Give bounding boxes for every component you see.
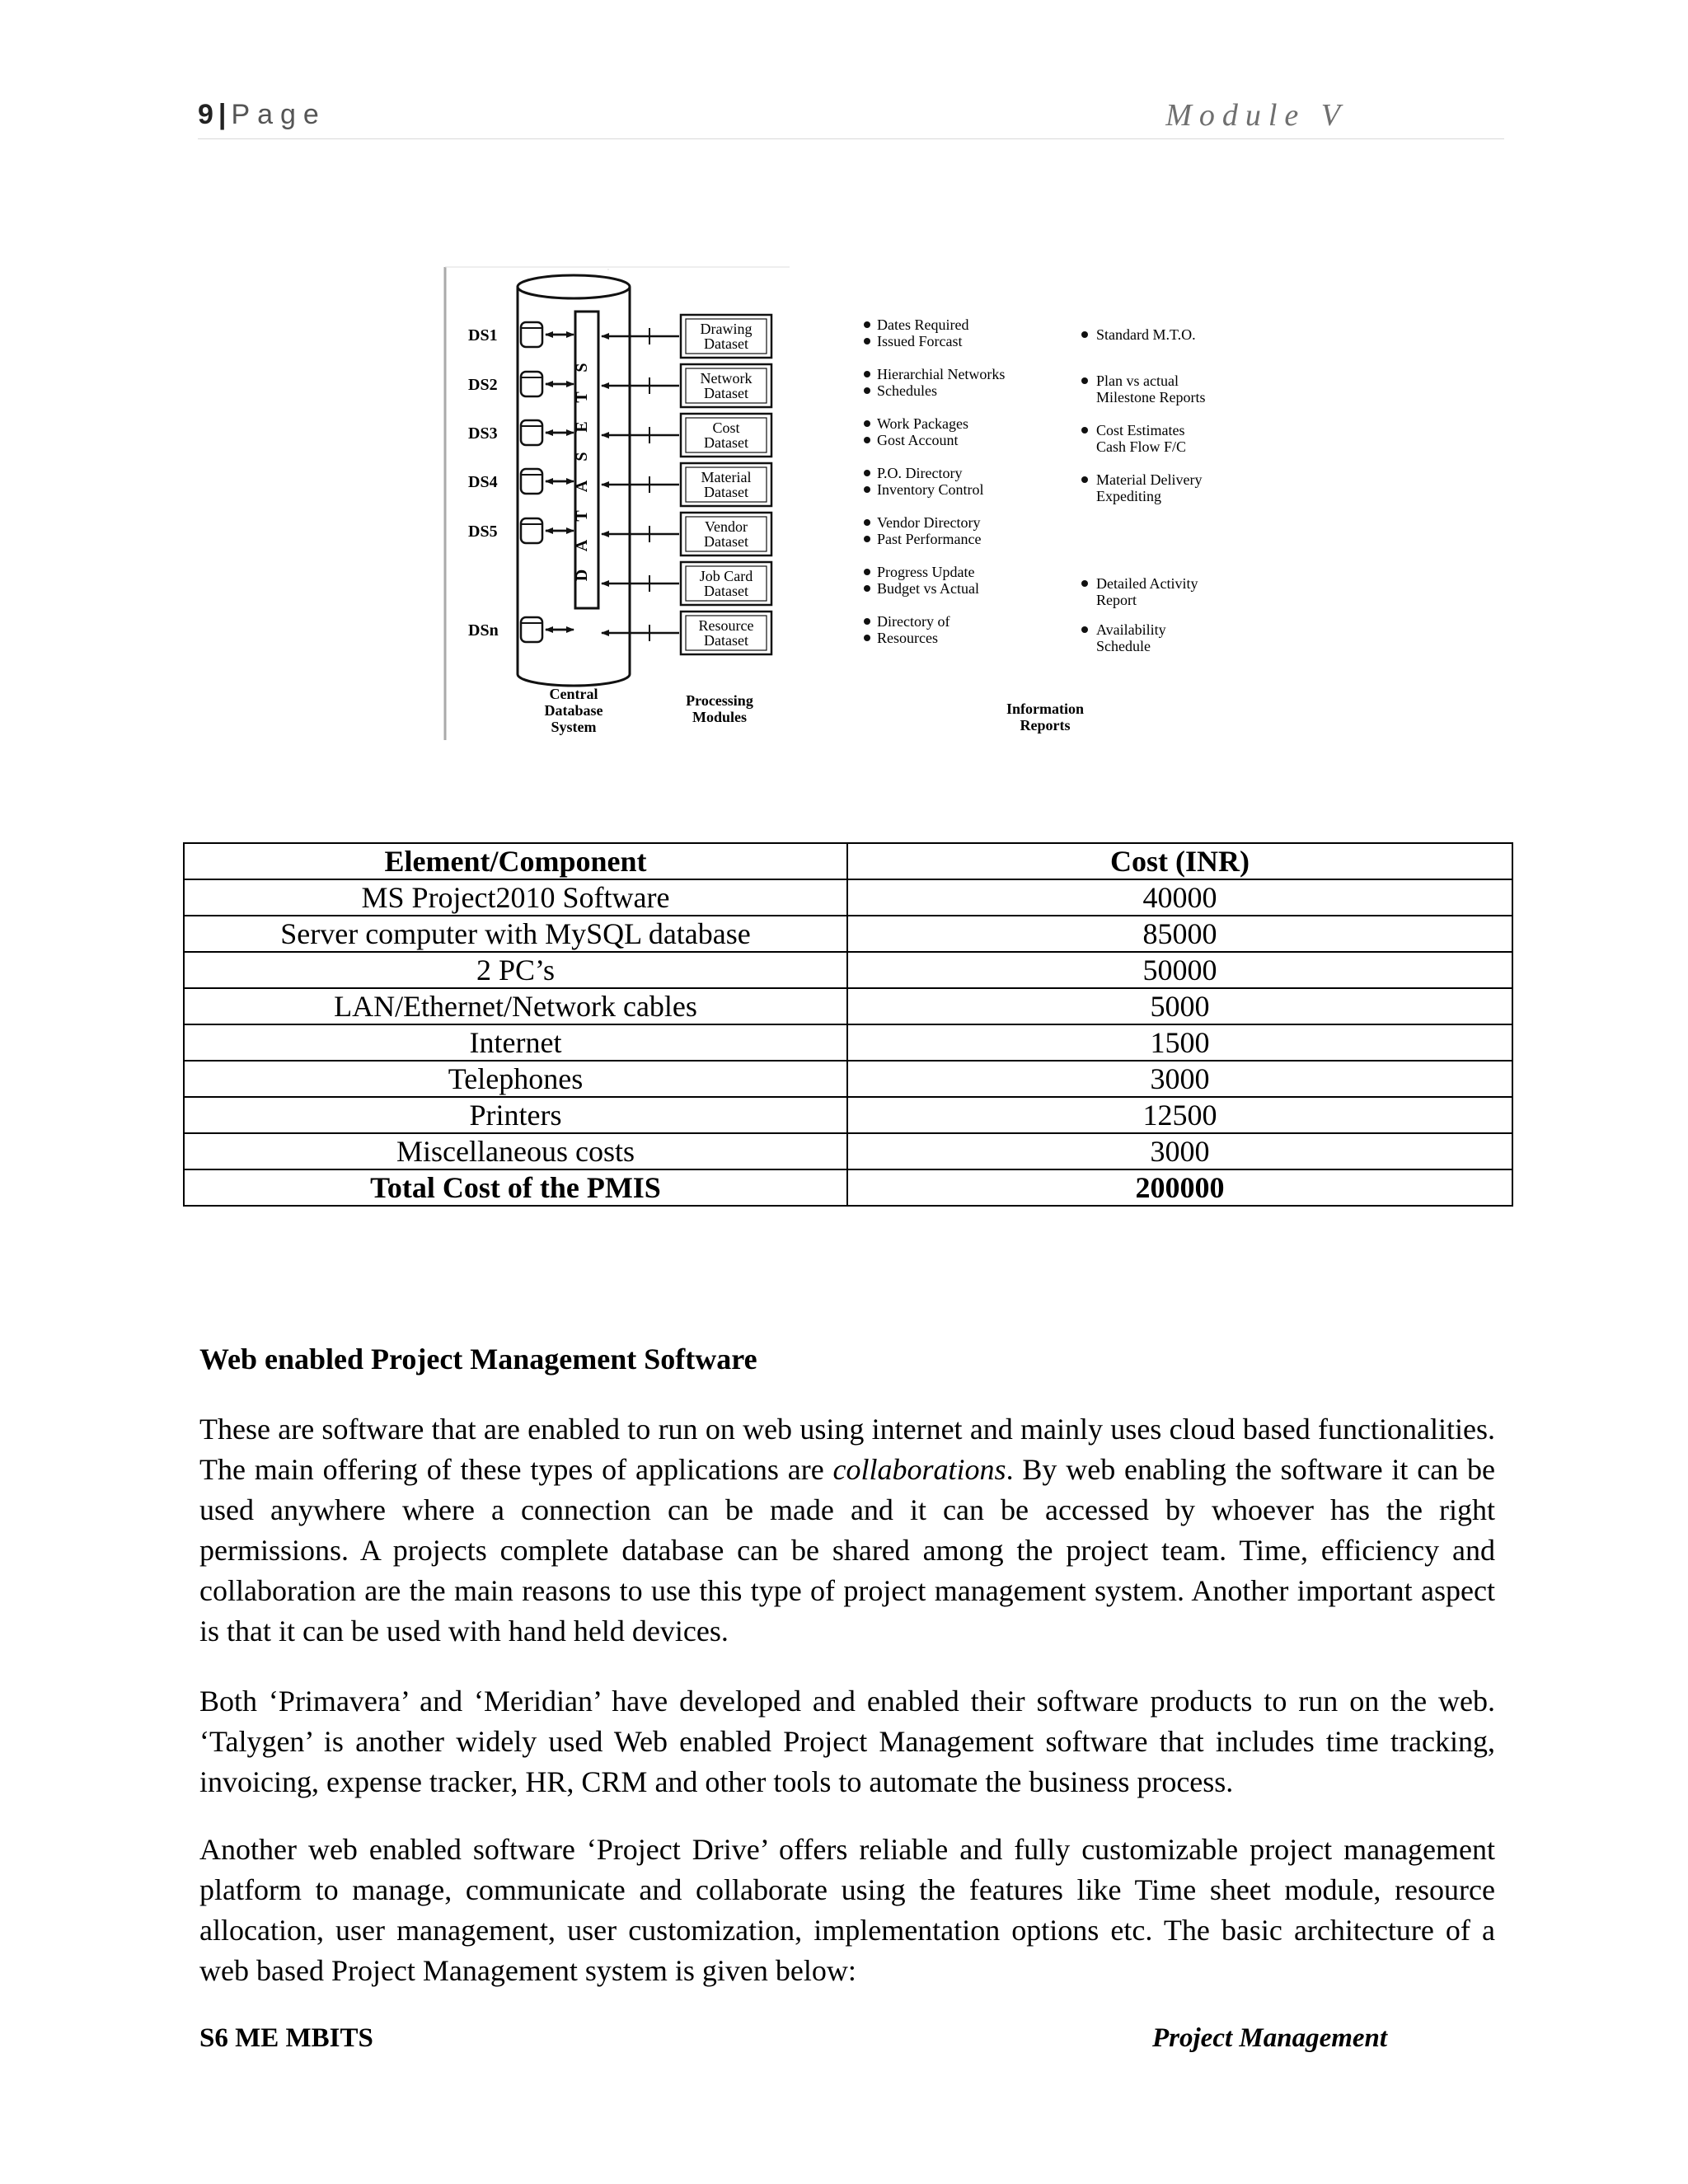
- element-cell: MS Project2010 Software: [184, 879, 847, 916]
- central-database-cylinder-top: [518, 275, 630, 298]
- datasource-label: DS3: [468, 424, 498, 443]
- report-item: Resources: [877, 630, 938, 646]
- processing-module-name: Resource: [698, 617, 754, 634]
- element-cell: Miscellaneous costs: [184, 1133, 847, 1169]
- processing-module-name: Cost: [712, 419, 740, 436]
- processing-module-name: Material: [701, 469, 752, 485]
- element-cell: Server computer with MySQL database: [184, 916, 847, 952]
- datasets-letter: A: [573, 480, 591, 493]
- processing-module-type: Dataset: [704, 385, 748, 401]
- processing-module-type: Dataset: [704, 533, 748, 550]
- processing-module-type: Dataset: [704, 632, 748, 649]
- datasource-label: DS4: [468, 473, 498, 491]
- report-item: Schedule: [1096, 638, 1151, 654]
- caption-information-reports: Reports: [1020, 717, 1071, 733]
- table-row: [184, 952, 1512, 988]
- pmis-cost-table: [183, 842, 1513, 1207]
- cost-cell: 3000: [847, 1061, 1512, 1097]
- processing-module-type: Dataset: [704, 434, 748, 451]
- total-cost-cell: 200000: [847, 1169, 1512, 1206]
- page-header: [198, 97, 1504, 139]
- report-item: Inventory Control: [877, 481, 984, 498]
- bullet-dot: [864, 338, 870, 344]
- caption-information-reports: Information: [1006, 701, 1084, 717]
- bullet-dot: [864, 618, 870, 625]
- database-icon: [521, 420, 542, 445]
- datasets-letter: S: [573, 452, 591, 462]
- cost-cell: 40000: [847, 879, 1512, 916]
- datasource-label: DS5: [468, 523, 498, 541]
- cost-cell: 3000: [847, 1133, 1512, 1169]
- report-item: Report: [1096, 592, 1137, 608]
- report-item: Directory of: [877, 613, 950, 630]
- report-item: Issued Forcast: [877, 333, 963, 349]
- bullet-dot: [864, 321, 870, 328]
- element-cell: LAN/Ethernet/Network cables: [184, 988, 847, 1024]
- report-item: Cost Estimates: [1096, 422, 1185, 438]
- report-item: Progress Update: [877, 564, 975, 580]
- footer-course: Project Management: [1152, 2023, 1388, 2053]
- datasets-letter: T: [573, 391, 591, 403]
- element-cell: Printers: [184, 1097, 847, 1133]
- report-item: Hierarchial Networks: [877, 366, 1006, 382]
- report-item: Cash Flow F/C: [1096, 438, 1187, 455]
- report-item: Standard M.T.O.: [1096, 326, 1196, 343]
- total-label-cell: Total Cost of the PMIS: [184, 1169, 847, 1206]
- report-item: Past Performance: [877, 531, 982, 547]
- column-header-cost: Cost (INR): [847, 843, 1512, 879]
- table-row: [184, 1133, 1512, 1169]
- cost-cell: 1500: [847, 1024, 1512, 1061]
- cost-cell: 12500: [847, 1097, 1512, 1133]
- datasets-letter: D: [573, 569, 591, 582]
- table-total-row: [184, 1169, 1512, 1206]
- processing-module-name: Drawing: [700, 321, 753, 337]
- report-item: Gost Account: [877, 432, 959, 448]
- scan-top-edge: [445, 267, 790, 270]
- bullet-dot: [1081, 377, 1088, 384]
- element-cell: Internet: [184, 1024, 847, 1061]
- processing-module-type: Dataset: [704, 583, 748, 599]
- datasets-letter: E: [573, 421, 591, 433]
- bullet-dot: [1081, 626, 1088, 633]
- database-icon: [521, 372, 542, 396]
- element-cell: 2 PC’s: [184, 952, 847, 988]
- bullet-dot: [864, 569, 870, 575]
- caption-processing-modules: Processing: [686, 692, 753, 709]
- table-row: [184, 988, 1512, 1024]
- paragraph-3: Another web enabled software ‘Project Drive’ offers reliable and fully customizable project management platform to manage, communicate and collaborate using the features like Time sheet module, resource allocation, user management, user customization, implementation options etc. The basic architecture of a web based Project Management system is given below:: [199, 1833, 1495, 1987]
- report-item: Budget vs Actual: [877, 580, 979, 597]
- pmis-diagram: [443, 262, 1243, 740]
- paragraph-1: [199, 1409, 1495, 1652]
- bullet-dot: [864, 437, 870, 443]
- database-icon: [521, 469, 542, 494]
- bullet-dot: [864, 536, 870, 542]
- table-row: [184, 879, 1512, 916]
- report-item: Plan vs actual: [1096, 373, 1179, 389]
- bullet-dot: [864, 420, 870, 427]
- paragraph-1-text-a: These are software that are enabled to run on web using internet and mainly uses cloud based functionalities. The main offering of these types of applications are: [199, 1413, 1495, 1486]
- cost-cell: 85000: [847, 916, 1512, 952]
- bullet-dot: [864, 371, 870, 377]
- processing-module-type: Dataset: [704, 484, 748, 500]
- report-item: Availability: [1096, 621, 1166, 638]
- report-item: Vendor Directory: [877, 514, 981, 531]
- caption-central-database: Central: [549, 686, 598, 702]
- processing-module-name: Network: [700, 370, 753, 387]
- report-item: Material Delivery: [1096, 471, 1203, 488]
- datasets-letter: A: [573, 539, 591, 552]
- table-row: [184, 916, 1512, 952]
- database-icon: [521, 617, 542, 642]
- report-item: P.O. Directory: [877, 465, 963, 481]
- processing-module-name: Job Card: [699, 568, 753, 584]
- report-item: Milestone Reports: [1096, 389, 1206, 405]
- footer-institution: S6 ME MBITS: [199, 2023, 373, 2053]
- bullet-dot: [864, 470, 870, 476]
- bullet-dot: [864, 635, 870, 641]
- datasource-label: DS1: [468, 326, 498, 344]
- pmis-diagram-svg: [443, 262, 1243, 740]
- bullet-dot: [1081, 331, 1088, 338]
- report-item: Expediting: [1096, 488, 1161, 504]
- report-item: Detailed Activity: [1096, 575, 1198, 592]
- cost-cell: 50000: [847, 952, 1512, 988]
- datasets-letter: T: [573, 510, 591, 522]
- bullet-dot: [864, 585, 870, 592]
- bullet-dot: [864, 486, 870, 493]
- bullet-dot: [1081, 427, 1088, 434]
- table-header-row: [184, 843, 1512, 879]
- report-item: Work Packages: [877, 415, 969, 432]
- report-item: Schedules: [877, 382, 937, 399]
- bullet-dot: [1081, 580, 1088, 587]
- processing-module-name: Vendor: [705, 518, 748, 535]
- section-heading: Web enabled Project Management Software: [199, 1343, 757, 1376]
- module-title: Module V: [1165, 98, 1348, 133]
- database-icon: [521, 518, 542, 543]
- datasource-label: DSn: [468, 621, 499, 640]
- datasets-letter: S: [573, 363, 591, 373]
- processing-module-type: Dataset: [704, 335, 748, 352]
- caption-central-database: Database: [544, 702, 603, 719]
- column-header-element: Element/Component: [184, 843, 847, 879]
- cost-cell: 5000: [847, 988, 1512, 1024]
- bullet-dot: [864, 387, 870, 394]
- caption-processing-modules: Modules: [692, 709, 748, 725]
- datasource-label: DS2: [468, 376, 498, 394]
- page-word: Page: [231, 99, 326, 130]
- page-number-label: 9 | Page: [198, 99, 326, 130]
- element-cell: Telephones: [184, 1061, 847, 1097]
- table-row: [184, 1097, 1512, 1133]
- paragraph-1-text-b: . By web enabling the software it can be used anywhere where a connection can be made and it can be accessed by whoever has the right permissions. A projects complete database can be shared among the project team. Time, efficiency and collaboration are the main reasons to use this type of project management system. Another important aspect is that it can be used with hand held devices.: [199, 1453, 1495, 1647]
- database-icon: [521, 322, 542, 347]
- report-item: Dates Required: [877, 316, 969, 333]
- page-number: 9: [198, 99, 213, 130]
- paragraph-2: Both ‘Primavera’ and ‘Meridian’ have developed and enabled their software products to run on the web. ‘Talygen’ is another widely used Web enabled Project Management software that includes time tracking, invoicing, expense tracker, HR, CRM and other tools to automate the business process.: [199, 1685, 1495, 1798]
- bullet-dot: [864, 519, 870, 526]
- paragraph-1-emphasis: collaborations: [832, 1453, 1006, 1486]
- bullet-dot: [1081, 476, 1088, 483]
- table-row: [184, 1024, 1512, 1061]
- caption-central-database: System: [551, 719, 597, 735]
- table-row: [184, 1061, 1512, 1097]
